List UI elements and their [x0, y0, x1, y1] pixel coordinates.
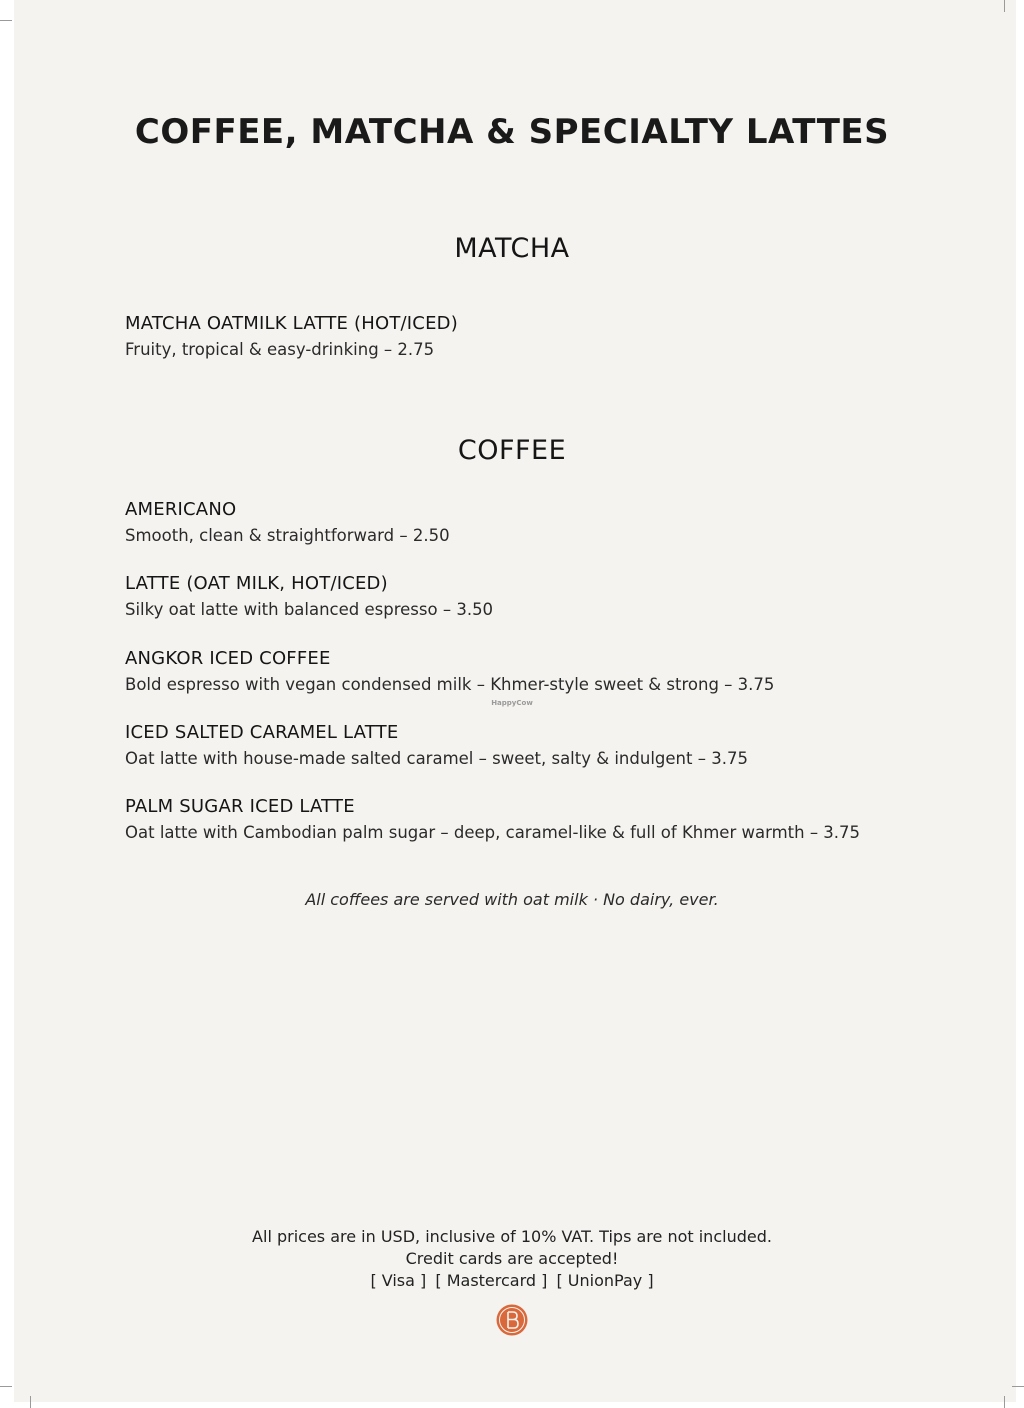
- crop-mark: [0, 1386, 12, 1387]
- menu-item: [125, 795, 945, 845]
- item-description: Smooth, clean & straightforward – 2.50: [125, 526, 450, 545]
- menu-item: [125, 312, 945, 362]
- crop-mark: [30, 1396, 31, 1408]
- item-name: ICED SALTED CARAMEL LATTE: [125, 722, 399, 743]
- item-description: Fruity, tropical & easy-drinking – 2.75: [125, 340, 435, 359]
- item-description: Oat latte with house-made salted caramel – sweet, salty & indulgent – 3.75: [125, 749, 748, 768]
- oat-milk-note: All coffees are served with oat milk · No dairy, ever.: [305, 890, 719, 909]
- section-title-coffee: COFFEE: [457, 435, 567, 466]
- item-name: LATTE (OAT MILK, HOT/ICED): [125, 573, 388, 594]
- crop-mark: [1004, 0, 1005, 12]
- item-description: Oat latte with Cambodian palm sugar – deep, caramel-like & full of Khmer warmth – 3.75: [125, 823, 861, 842]
- item-name: MATCHA OATMILK LATTE (HOT/ICED): [125, 313, 458, 334]
- footer: [0, 1226, 1024, 1292]
- crop-mark: [0, 20, 12, 21]
- card-mastercard: [ Mastercard ]: [435, 1271, 548, 1290]
- section-title-matcha: MATCHA: [454, 233, 570, 264]
- crop-mark: [1004, 1396, 1005, 1408]
- accepted-cards: [0, 1270, 1024, 1292]
- card-unionpay: [ UnionPay ]: [556, 1271, 654, 1290]
- menu-item: [125, 572, 945, 622]
- item-description: Silky oat latte with balanced espresso – 3.50: [125, 600, 494, 619]
- item-description: Bold espresso with vegan condensed milk – Khmer-style sweet & strong – 3.75: [125, 675, 775, 694]
- cards-note: Credit cards are accepted!: [405, 1249, 619, 1268]
- watermark: HappyCow: [491, 699, 533, 707]
- menu-item: [125, 721, 945, 771]
- page-title: COFFEE, MATCHA & SPECIALTY LATTES: [134, 112, 890, 152]
- prices-note: All prices are in USD, inclusive of 10% VAT. Tips are not included.: [252, 1227, 772, 1246]
- item-name: ANGKOR ICED COFFEE: [125, 648, 331, 669]
- menu-item: [125, 498, 945, 548]
- item-name: AMERICANO: [125, 499, 237, 520]
- card-visa: [ Visa ]: [370, 1271, 427, 1290]
- menu-item: [125, 647, 945, 697]
- item-name: PALM SUGAR ICED LATTE: [125, 796, 355, 817]
- crop-mark: [1012, 1386, 1024, 1387]
- brand-logo-icon: [496, 1304, 528, 1336]
